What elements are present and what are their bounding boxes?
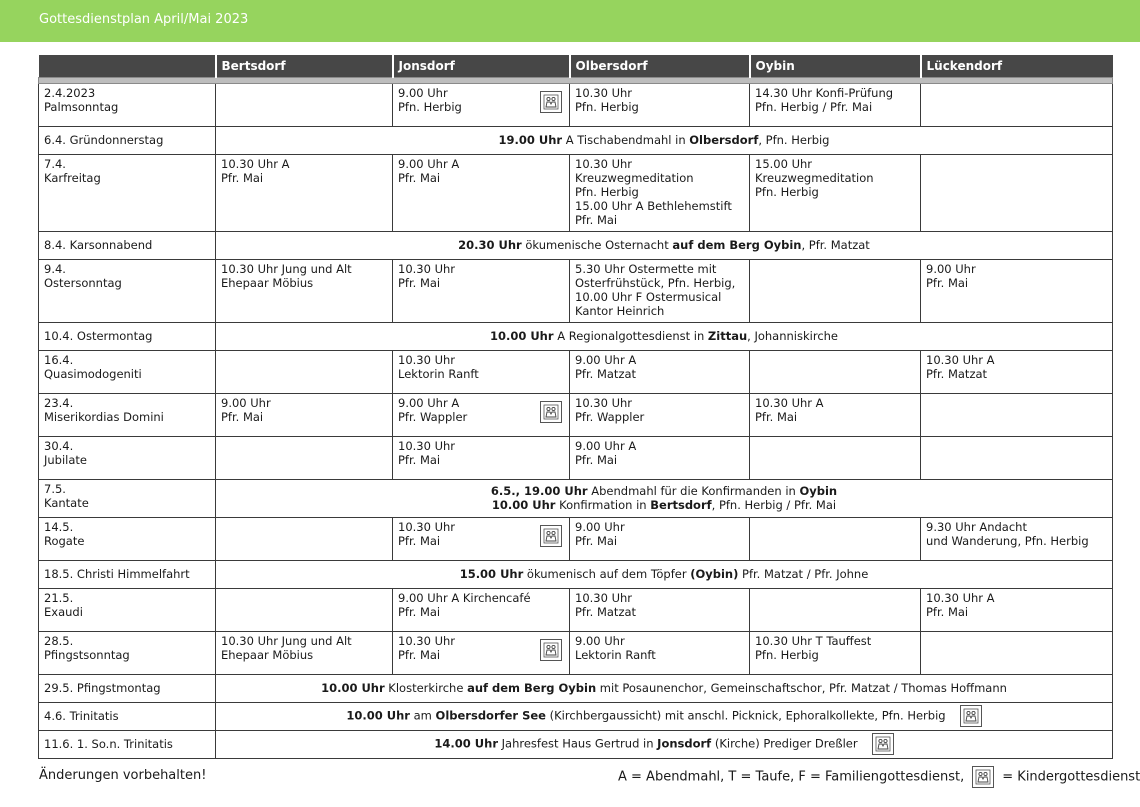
service-line: 10.30 Uhr — [398, 439, 456, 453]
date-line: 7.4. — [44, 157, 66, 171]
date-line: Pfingstsonntag — [44, 648, 130, 662]
event-text: (Kirchbergaussicht) mit anschl. Picknick, Ephoralkollekte, Pfn. Herbig — [545, 708, 946, 723]
date-cell — [39, 437, 216, 480]
event-text: , Johanniskirche — [747, 329, 839, 343]
cell-lueckendorf — [921, 351, 1113, 394]
emphasis-text: 10.00 Uhr — [321, 681, 385, 695]
cell-bertsdorf — [216, 260, 393, 323]
cell-bertsdorf — [216, 155, 393, 232]
cell-lueckendorf — [921, 437, 1113, 480]
cell-oybin — [750, 632, 921, 675]
date-cell — [39, 703, 216, 731]
event-text: A Regionalgottesdienst in — [553, 329, 708, 343]
joint-service-cell — [216, 731, 1113, 759]
legend — [618, 766, 1140, 788]
cell-lueckendorf — [921, 394, 1113, 437]
service-line: Kantor Heinrich — [575, 304, 665, 318]
date-cell — [39, 518, 216, 561]
date-line: 29.5. Pfingstmontag — [44, 681, 161, 695]
cell-olbersdorf — [570, 437, 750, 480]
service-line: Ehepaar Möbius — [221, 648, 314, 662]
page-title: Gottesdienstplan April/Mai 2023 — [39, 12, 249, 27]
date-cell — [39, 731, 216, 759]
joint-service-line — [221, 484, 1107, 498]
service-line: 10.30 Uhr — [398, 520, 456, 534]
emphasis-text: Jonsdorf — [657, 736, 712, 751]
date-cell — [39, 561, 216, 589]
schedule-row — [39, 84, 1113, 127]
date-cell — [39, 155, 216, 232]
date-line: Quasimodogeniti — [44, 367, 142, 381]
cell-olbersdorf — [570, 351, 750, 394]
header-banner — [0, 0, 1140, 42]
service-line: 10.30 Uhr A — [926, 591, 995, 605]
emphasis-text: Bertsdorf — [650, 498, 712, 512]
joint-service-cell — [216, 232, 1113, 260]
event-text: , Pfn. Herbig / Pfr. Mai — [711, 498, 837, 512]
date-line: 21.5. — [44, 591, 74, 605]
service-line: 10.30 Uhr A — [221, 157, 290, 171]
emphasis-text: 10.00 Uhr — [489, 329, 554, 343]
service-line: 9.00 Uhr — [575, 520, 625, 534]
cell-bertsdorf — [216, 632, 393, 675]
service-line: Pfn. Herbig — [575, 185, 639, 199]
service-line: Pfr. Mai — [926, 605, 969, 619]
service-line: Pfr. Mai — [398, 605, 441, 619]
emphasis-text: 14.00 Uhr — [434, 736, 498, 751]
disclaimer: Änderungen vorbehalten! — [39, 768, 207, 783]
date-cell — [39, 351, 216, 394]
cell-bertsdorf — [216, 351, 393, 394]
service-line: Lektorin Ranft — [398, 367, 479, 381]
event-text: Jahresfest Haus Gertrud in — [498, 736, 658, 751]
joint-service-cell — [216, 561, 1113, 589]
emphasis-text: 20.30 Uhr — [458, 238, 522, 252]
emphasis-text: 19.00 Uhr — [498, 133, 563, 147]
cell-oybin — [750, 155, 921, 232]
date-cell — [39, 675, 216, 703]
event-text: mit Posaunenchor, Gemeinschaftschor, Pfr. Matzat / Thomas Hoffmann — [596, 681, 1007, 695]
column-header-oybin: Oybin — [750, 55, 921, 78]
schedule-row — [39, 632, 1113, 675]
date-line: Jubilate — [44, 453, 88, 467]
schedule-row — [39, 232, 1113, 260]
cell-oybin — [750, 351, 921, 394]
service-line: Lektorin Ranft — [575, 648, 656, 662]
kindergottesdienst-icon — [540, 401, 562, 423]
service-line: 10.30 Uhr T Tauffest — [755, 634, 872, 648]
service-line: 10.30 Uhr — [575, 86, 633, 100]
cell-olbersdorf — [570, 632, 750, 675]
date-line: Karfreitag — [44, 171, 101, 185]
date-line: 10.4. Ostermontag — [44, 329, 153, 343]
cell-jonsdorf — [393, 260, 570, 323]
service-line: Pfn. Herbig — [755, 185, 819, 199]
date-cell — [39, 589, 216, 632]
schedule-row — [39, 561, 1113, 589]
event-text: Konfirmation in — [555, 498, 651, 512]
event-text: am — [409, 708, 436, 723]
service-line: Pfr. Mai — [398, 276, 441, 290]
service-line: 15.00 Uhr — [755, 157, 813, 171]
cell-oybin — [750, 589, 921, 632]
service-line: Pfn. Herbig — [755, 648, 819, 662]
service-line: 9.00 Uhr — [926, 262, 976, 276]
service-line: 9.00 Uhr — [221, 396, 271, 410]
cell-olbersdorf — [570, 394, 750, 437]
service-line: 10.30 Uhr — [575, 591, 633, 605]
schedule-row — [39, 675, 1113, 703]
schedule-table — [38, 55, 1113, 759]
service-line: 14.30 Uhr Konfi-Prüfung — [755, 86, 894, 100]
date-cell — [39, 127, 216, 155]
date-line: 8.4. Karsonnabend — [44, 238, 153, 252]
cell-jonsdorf — [393, 437, 570, 480]
schedule-row — [39, 518, 1113, 561]
cell-lueckendorf — [921, 589, 1113, 632]
legend-kids-service: = Kindergottesdienst — [1002, 769, 1140, 785]
service-line: 10.00 Uhr F Ostermusical — [575, 290, 722, 304]
service-line: 9.00 Uhr — [575, 634, 625, 648]
column-header-date — [39, 55, 216, 78]
cell-jonsdorf — [393, 394, 570, 437]
event-text: , Pfn. Herbig — [758, 133, 830, 147]
kindergottesdienst-icon — [540, 525, 562, 547]
date-cell — [39, 323, 216, 351]
cell-oybin — [750, 394, 921, 437]
emphasis-text: Olbersdorfer See — [435, 708, 546, 723]
schedule-row — [39, 260, 1113, 323]
service-line: Kreuzwegmeditation — [575, 171, 694, 185]
date-line: 4.6. Trinitatis — [44, 709, 119, 723]
date-cell — [39, 260, 216, 323]
joint-service-cell — [216, 127, 1113, 155]
cell-olbersdorf — [570, 589, 750, 632]
cell-oybin — [750, 84, 921, 127]
joint-service-cell — [216, 703, 1113, 731]
date-line: 2.4.2023 — [44, 86, 96, 100]
service-line: 15.00 Uhr A Bethlehemstift — [575, 199, 732, 213]
service-line: Pfr. Mai — [221, 410, 264, 424]
emphasis-text: 10.00 Uhr — [491, 498, 556, 512]
date-line: 18.5. Christi Himmelfahrt — [44, 567, 190, 581]
service-line: Pfr. Wappler — [398, 410, 468, 424]
schedule-body — [39, 78, 1113, 759]
service-line: Pfr. Mai — [755, 410, 798, 424]
schedule-row — [39, 731, 1113, 759]
service-line: 9.00 Uhr A — [398, 396, 460, 410]
kindergottesdienst-icon — [540, 639, 562, 661]
emphasis-text: 6.5., 19.00 Uhr — [490, 484, 588, 498]
service-line: 9.00 Uhr A — [575, 353, 637, 367]
cell-jonsdorf — [393, 351, 570, 394]
emphasis-text: Oybin — [799, 484, 838, 498]
kindergottesdienst-icon — [872, 733, 894, 755]
service-line: 9.00 Uhr A — [398, 157, 460, 171]
date-line: 14.5. — [44, 520, 74, 534]
service-line: Pfr. Mai — [398, 453, 441, 467]
event-text: ökumenische Osternacht — [521, 238, 673, 252]
event-text: A Tischabendmahl in — [562, 133, 690, 147]
column-header-lueckendorf: Lückendorf — [921, 55, 1113, 78]
cell-lueckendorf — [921, 518, 1113, 561]
date-line: 7.5. — [44, 482, 66, 496]
schedule-row — [39, 437, 1113, 480]
date-line: Rogate — [44, 534, 85, 548]
cell-bertsdorf — [216, 84, 393, 127]
legend-abbreviations: A = Abendmahl, T = Taufe, F = Familiengottesdienst, — [618, 769, 965, 785]
service-line: Ehepaar Möbius — [221, 276, 314, 290]
service-line: 10.30 Uhr — [575, 157, 633, 171]
service-line: Pfn. Herbig / Pfr. Mai — [755, 100, 873, 114]
cell-jonsdorf — [393, 518, 570, 561]
schedule-row — [39, 703, 1113, 731]
event-text: Klosterkirche — [384, 681, 468, 695]
schedule-row — [39, 155, 1113, 232]
date-line: Exaudi — [44, 605, 83, 619]
column-header-bertsdorf: Bertsdorf — [216, 55, 393, 78]
service-line: 10.30 Uhr A — [755, 396, 824, 410]
date-line: Miserikordias Domini — [44, 410, 164, 424]
cell-olbersdorf — [570, 84, 750, 127]
schedule-row — [39, 351, 1113, 394]
cell-jonsdorf — [393, 84, 570, 127]
service-line: Pfr. Mai — [575, 213, 618, 227]
service-line: 10.30 Uhr Jung und Alt — [221, 262, 352, 276]
emphasis-text: 10.00 Uhr — [346, 708, 410, 723]
service-line: Osterfrühstück, Pfn. Herbig, — [575, 276, 736, 290]
service-line: Pfr. Mai — [221, 171, 264, 185]
service-line: 9.00 Uhr A Kirchencafé — [398, 591, 531, 605]
service-line: Pfr. Mai — [575, 534, 618, 548]
service-line: 10.30 Uhr Jung und Alt — [221, 634, 352, 648]
date-line: 11.6. 1. So.n. Trinitatis — [44, 737, 173, 751]
cell-bertsdorf — [216, 518, 393, 561]
cell-jonsdorf — [393, 632, 570, 675]
cell-jonsdorf — [393, 155, 570, 232]
cell-oybin — [750, 518, 921, 561]
cell-olbersdorf — [570, 518, 750, 561]
emphasis-text: Olbersdorf — [689, 133, 759, 147]
joint-service-cell — [216, 675, 1113, 703]
emphasis-text: auf dem Berg Oybin — [672, 238, 802, 252]
date-line: 28.5. — [44, 634, 74, 648]
cell-lueckendorf — [921, 84, 1113, 127]
event-text: (Kirche) Prediger Dreßler — [711, 736, 858, 751]
service-line: 9.30 Uhr Andacht — [926, 520, 1027, 534]
cell-oybin — [750, 437, 921, 480]
date-cell — [39, 232, 216, 260]
emphasis-text: (Oybin) — [690, 567, 739, 581]
service-line: Pfr. Mai — [575, 453, 618, 467]
schedule-row — [39, 127, 1113, 155]
service-line: 10.30 Uhr — [398, 262, 456, 276]
date-cell — [39, 480, 216, 518]
event-text: , Pfr. Matzat — [801, 238, 870, 252]
date-line: 16.4. — [44, 353, 74, 367]
event-text: Abendmahl für die Konfirmanden in — [587, 484, 800, 498]
date-line: 30.4. — [44, 439, 74, 453]
emphasis-text: 15.00 Uhr — [459, 567, 524, 581]
event-text: ökumenisch auf dem Töpfer — [523, 567, 691, 581]
service-line: Pfn. Herbig — [575, 100, 639, 114]
schedule-row — [39, 394, 1113, 437]
service-line: 5.30 Uhr Ostermette mit — [575, 262, 717, 276]
date-cell — [39, 84, 216, 127]
cell-lueckendorf — [921, 632, 1113, 675]
joint-service-cell — [216, 480, 1113, 518]
kindergottesdienst-icon — [960, 705, 982, 727]
date-line: Ostersonntag — [44, 276, 122, 290]
service-line: 10.30 Uhr — [398, 353, 456, 367]
joint-service-line — [221, 498, 1107, 512]
service-line: Pfn. Herbig — [398, 100, 462, 114]
cell-bertsdorf — [216, 589, 393, 632]
service-line: 9.00 Uhr — [398, 86, 448, 100]
cell-jonsdorf — [393, 589, 570, 632]
kindergottesdienst-icon — [972, 766, 994, 788]
schedule-row — [39, 589, 1113, 632]
emphasis-text: auf dem Berg Oybin — [467, 681, 597, 695]
column-header-olbersdorf: Olbersdorf — [570, 55, 750, 78]
service-line: 10.30 Uhr A — [926, 353, 995, 367]
service-line: 10.30 Uhr — [398, 634, 456, 648]
emphasis-text: Zittau — [707, 329, 748, 343]
event-text: Pfr. Matzat / Pfr. Johne — [738, 567, 869, 581]
cell-olbersdorf — [570, 260, 750, 323]
service-line: Pfr. Matzat — [575, 605, 637, 619]
service-line: 10.30 Uhr — [575, 396, 633, 410]
service-line: Pfr. Mai — [926, 276, 969, 290]
cell-lueckendorf — [921, 155, 1113, 232]
cell-lueckendorf — [921, 260, 1113, 323]
service-line: 9.00 Uhr A — [575, 439, 637, 453]
service-line: Pfr. Mai — [398, 171, 441, 185]
date-cell — [39, 394, 216, 437]
cell-bertsdorf — [216, 437, 393, 480]
cell-oybin — [750, 260, 921, 323]
kindergottesdienst-icon — [540, 91, 562, 113]
service-line: Kreuzwegmeditation — [755, 171, 874, 185]
service-line: Pfr. Mai — [398, 648, 441, 662]
date-line: 6.4. Gründonnerstag — [44, 133, 164, 147]
cell-olbersdorf — [570, 155, 750, 232]
joint-service-cell — [216, 323, 1113, 351]
service-line: Pfr. Matzat — [575, 367, 637, 381]
service-line: Pfr. Wappler — [575, 410, 645, 424]
date-line: 23.4. — [44, 396, 74, 410]
date-line: Kantate — [44, 496, 89, 510]
cell-bertsdorf — [216, 394, 393, 437]
date-cell — [39, 632, 216, 675]
service-line: Pfr. Mai — [398, 534, 441, 548]
schedule-row — [39, 480, 1113, 518]
column-header-jonsdorf: Jonsdorf — [393, 55, 570, 78]
date-line: 9.4. — [44, 262, 66, 276]
column-header-row — [39, 55, 1113, 78]
schedule-row — [39, 323, 1113, 351]
date-line: Palmsonntag — [44, 100, 119, 114]
service-line: und Wanderung, Pfn. Herbig — [926, 534, 1089, 548]
service-line: Pfr. Matzat — [926, 367, 988, 381]
